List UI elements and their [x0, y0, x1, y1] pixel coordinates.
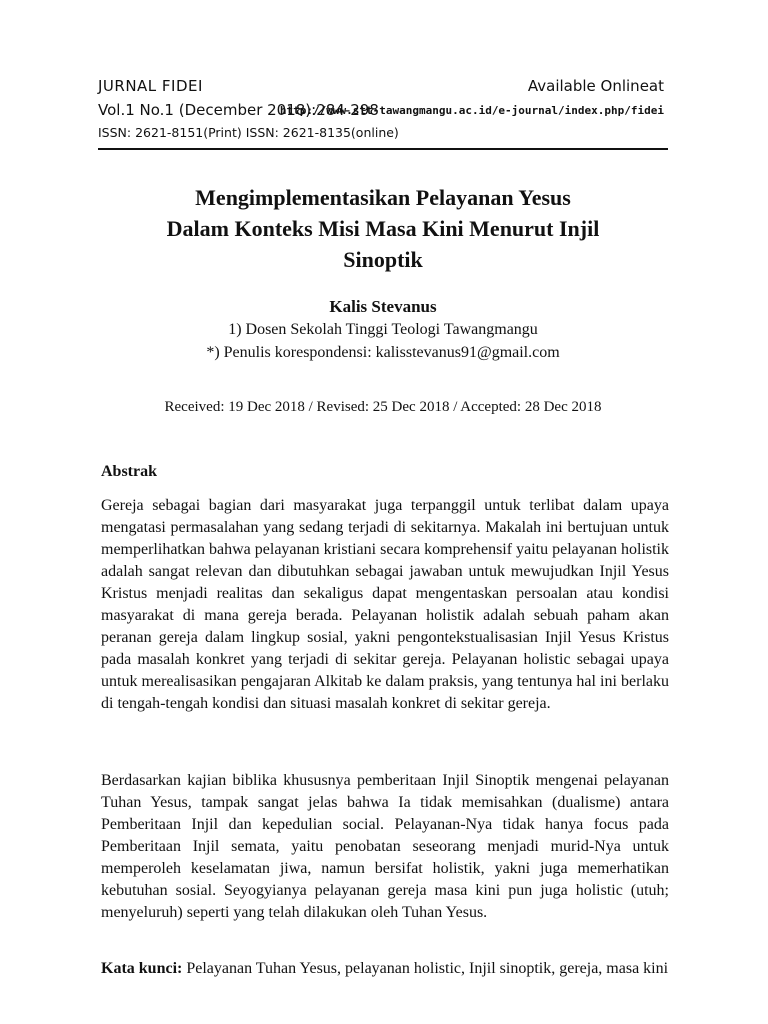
- available-online-label: Available Onlineat: [527, 77, 664, 95]
- volume-line: Vol.1 No.1 (December 2018):284-298: [98, 101, 379, 119]
- issn-line: ISSN: 2621-8151(Print) ISSN: 2621-8135(online): [98, 125, 399, 140]
- article-title: [98, 182, 668, 275]
- keywords-label: Kata kunci:: [101, 960, 183, 977]
- abstract-heading: Abstrak: [101, 463, 158, 480]
- header-divider: [98, 148, 668, 150]
- author-affiliation: 1) Dosen Sekolah Tinggi Teologi Tawangmangu: [228, 321, 538, 338]
- keywords-text: Pelayanan Tuhan Yesus, pelayanan holistic, Injil sinoptik, gereja, masa kini: [182, 960, 669, 977]
- abstract-paragraph-1: Gereja sebagai bagian dari masyarakat juga terpanggil untuk terlibat dalam upaya mengatasi permasalahan yang sedang terjadi di sekitarnya. Makalah ini bertujuan untuk memperlihatkan bahwa pelayanan kristiani secara komprehensif yaitu pelayanan holistik adalah sangat relevan dan dibutuhkan sebagai jawaban untuk mewujudkan Injil Yesus Kristus menjadi realitas dan sekaligus dapat mengentaskan persoalan atau kondisi masyarakat di mana gereja berada. Pelayanan holistik adalah sebuah paham akan peranan gereja dalam lingkup sosial, yakni pengontekstualisasian Injil Yesus Kristus pada masalah konkret yang terjadi di sekitar gereja. Pelayanan holistic sebagai upaya untuk merealisasikan pengajaran Alkitab ke dalam praksis, yang tentunya hal ini berlaku di tengah-tengah kondisi dan situasi masalah konkret di sekitar gereja.: [101, 497, 669, 712]
- title-line: Sinoptik: [343, 247, 423, 272]
- title-line: Dalam Konteks Misi Masa Kini Menurut Injil: [166, 216, 600, 241]
- correspondence-email: *) Penulis korespondensi: kalisstevanus91@gmail.com: [206, 344, 560, 361]
- keywords-paragraph: [101, 958, 669, 980]
- journal-url-link[interactable]: http://www.stt-tawangmangu.ac.id/e-journal/index.php/fidei: [279, 104, 664, 117]
- abstract-paragraph-2: Berdasarkan kajian biblika khususnya pemberitaan Injil Sinoptik mengenai pelayanan Tuhan Yesus, tampak sangat jelas bahwa Ia tidak memisahkan (dualisme) antara Pemberitaan Injil dan kepedulian social. Pelayanan-Nya tidak hanya focus pada Pemberitaan Injil semata, yaitu penobatan seseorang menjadi murid-Nya untuk memperoleh keselamatan jiwa, namun bersifat holistik, yakni juga memerhatikan kebutuhan sosial. Seyogyianya pelayanan gereja masa kini pun juga holistic (utuh; menyeluruh) seperti yang telah dilakukan oleh Tuhan Yesus.: [101, 772, 669, 921]
- journal-name: JURNAL FIDEI: [98, 77, 203, 95]
- submission-dates: Received: 19 Dec 2018 / Revised: 25 Dec 2018 / Accepted: 28 Dec 2018: [164, 399, 602, 415]
- title-line: Mengimplementasikan Pelayanan Yesus: [195, 185, 571, 210]
- author-name: Kalis Stevanus: [329, 297, 437, 316]
